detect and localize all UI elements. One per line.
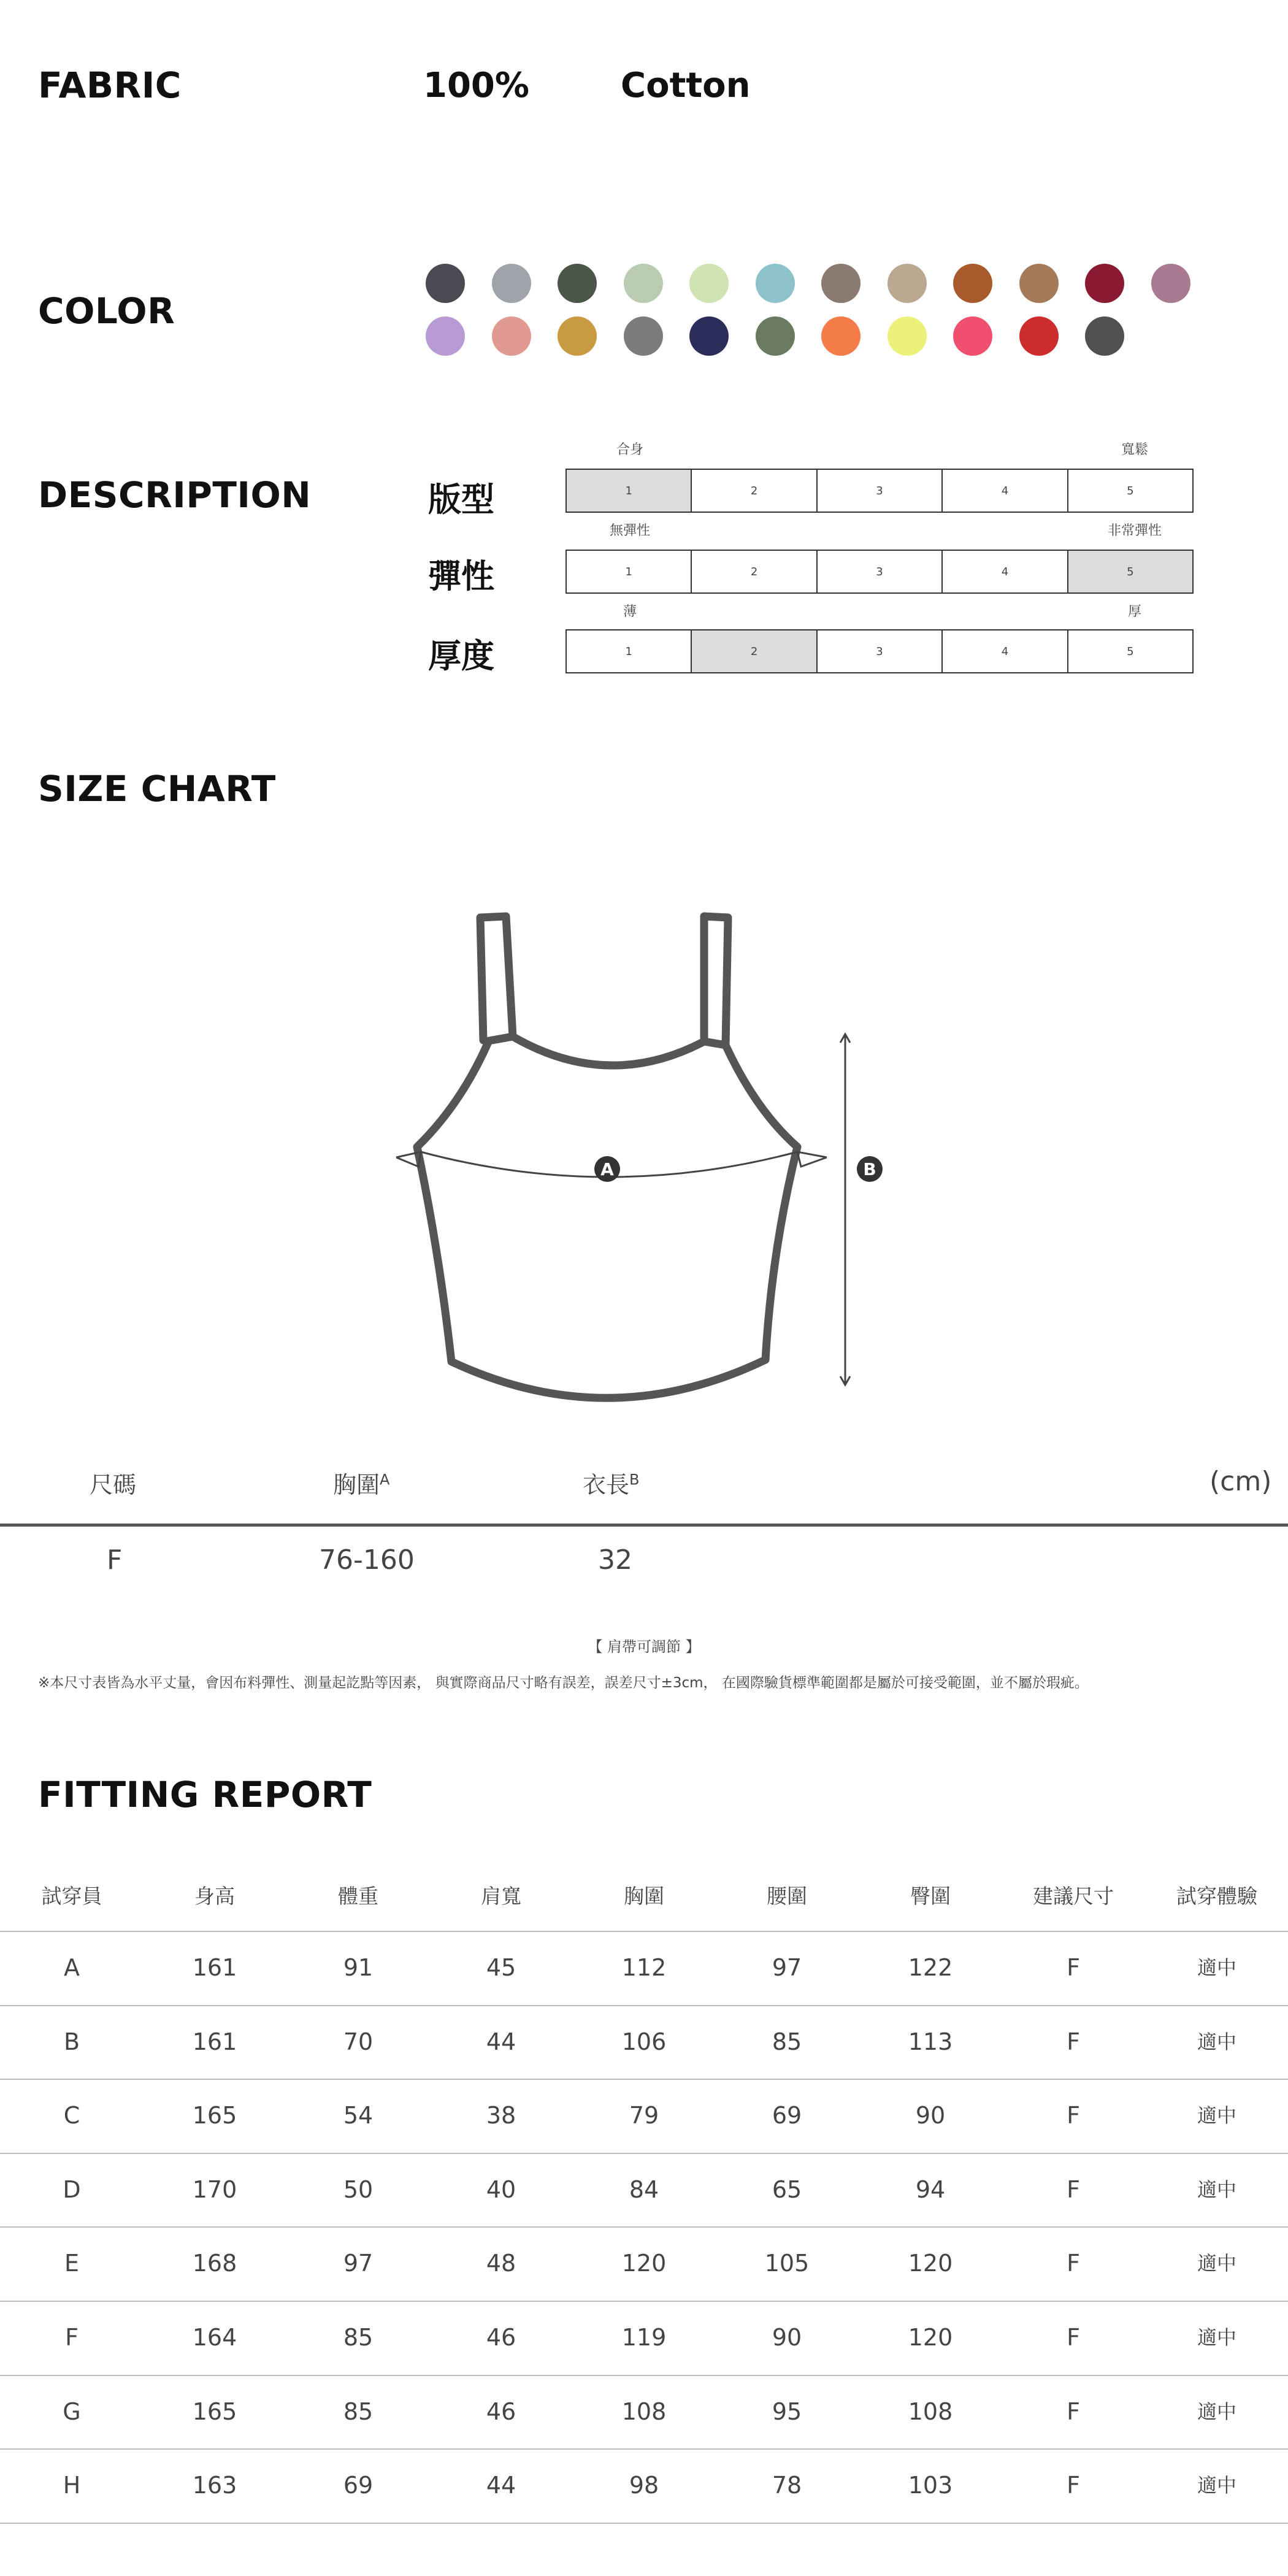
table-cell: F: [65, 2324, 79, 2351]
fitting-column-header: 身高: [194, 1884, 235, 1908]
fitting-column-header: 試穿體驗: [1176, 1884, 1257, 1908]
table-cell: 103: [908, 2472, 953, 2499]
color-swatch[interactable]: [756, 316, 795, 356]
color-swatch[interactable]: [887, 316, 927, 356]
desc-elasticity-left: 無彈性: [609, 523, 651, 539]
table-cell: F: [1067, 2472, 1080, 2499]
scale-cell: 4: [941, 631, 1067, 672]
color-swatch[interactable]: [426, 264, 465, 303]
table-cell: 91: [343, 1954, 374, 1981]
table-cell: 79: [629, 2102, 659, 2129]
table-cell: 97: [343, 2250, 374, 2277]
table-cell: F: [1067, 1954, 1080, 1981]
scale-cell: 5: [1067, 470, 1192, 512]
scale-cell: 5: [1067, 551, 1192, 592]
chest-value: 76-160: [319, 1544, 415, 1576]
color-swatch[interactable]: [689, 264, 729, 303]
table-cell: 164: [192, 2324, 237, 2351]
table-row: [0, 2005, 1288, 2079]
table-cell: 70: [343, 2028, 374, 2055]
garment-body: [417, 1037, 797, 1398]
size-table-divider: [0, 1524, 1288, 1527]
size-disclaimer: ※本尺寸表皆為水平丈量，會因布料彈性、測量起訖點等因素， 與實際商品尺寸略有誤差，誤差尺寸±3cm， 在國際驗貨標準範圍都是屬於可接受範圍，並不屬於瑕疵。: [38, 1675, 1089, 1691]
desc-thickness-name: 厚度: [428, 637, 494, 675]
table-cell: 161: [192, 1954, 237, 1981]
fitting-column-header: 腰圍: [767, 1884, 807, 1908]
table-cell: 112: [621, 1954, 667, 1981]
left-strap: [480, 916, 513, 1040]
color-swatch[interactable]: [756, 264, 795, 303]
table-cell: 適中: [1197, 2177, 1237, 2201]
thickness-scale: [565, 629, 1194, 673]
marker-b-label: B: [863, 1159, 876, 1179]
scale-cell: 2: [691, 631, 816, 672]
scale-cell: 4: [941, 470, 1067, 512]
table-cell: 69: [772, 2102, 802, 2129]
color-swatch[interactable]: [689, 316, 729, 356]
color-swatch[interactable]: [887, 264, 927, 303]
table-cell: 54: [343, 2102, 374, 2129]
desc-fit-name: 版型: [428, 480, 494, 519]
scale-cell: 3: [816, 631, 941, 672]
table-cell: F: [1067, 2398, 1080, 2425]
color-swatch[interactable]: [492, 264, 531, 303]
fabric-material: Cotton: [621, 66, 751, 105]
description-label: DESCRIPTION: [38, 474, 312, 516]
table-cell: H: [63, 2472, 81, 2499]
scale-cell: 2: [691, 470, 816, 512]
table-cell: 90: [772, 2324, 802, 2351]
desc-elasticity-right: 非常彈性: [1107, 523, 1162, 539]
table-cell: 適中: [1197, 2474, 1237, 2497]
table-cell: 163: [192, 2472, 237, 2499]
table-cell: F: [1067, 2175, 1080, 2203]
fitting-column-header: 體重: [338, 1884, 378, 1908]
table-row: [0, 2301, 1288, 2374]
table-cell: F: [1067, 2324, 1080, 2351]
fabric-label: FABRIC: [38, 64, 182, 106]
fit-scale: [565, 469, 1194, 513]
length-value: 32: [598, 1544, 632, 1576]
table-row: [0, 1931, 1288, 2004]
table-row: [0, 2226, 1288, 2300]
fitting-column-header: 試穿員: [41, 1884, 102, 1908]
fitting-column-header: 臀圍: [910, 1884, 951, 1908]
table-cell: 85: [772, 2028, 802, 2055]
color-swatch[interactable]: [1019, 264, 1059, 303]
table-cell: 119: [621, 2324, 667, 2351]
table-cell: 78: [772, 2472, 802, 2499]
length-header: 衣長$^B$: [583, 1471, 640, 1498]
unit-label: (cm): [1209, 1466, 1272, 1497]
table-cell: 65: [772, 2175, 802, 2203]
table-cell: 45: [486, 1954, 516, 1981]
scale-cell: 3: [816, 551, 941, 592]
table-cell: 46: [486, 2324, 516, 2351]
table-cell: F: [1067, 2250, 1080, 2277]
table-row: [0, 2153, 1288, 2226]
scale-cell: 1: [625, 565, 632, 578]
color-label: COLOR: [38, 290, 175, 332]
table-cell: 106: [621, 2028, 667, 2055]
table-cell: 95: [772, 2398, 802, 2425]
table-cell: 98: [629, 2472, 659, 2499]
table-cell: A: [64, 1954, 80, 1981]
color-swatch[interactable]: [1151, 264, 1190, 303]
table-cell: 94: [915, 2175, 946, 2203]
color-swatch[interactable]: [1019, 316, 1059, 356]
color-swatch[interactable]: [558, 316, 597, 356]
table-cell: 適中: [1197, 2399, 1237, 2423]
right-strap: [704, 916, 728, 1045]
table-cell: 108: [621, 2398, 667, 2425]
table-cell: G: [63, 2398, 81, 2425]
table-cell: 170: [192, 2175, 237, 2203]
table-cell: 適中: [1197, 2326, 1237, 2349]
table-cell: 適中: [1197, 2104, 1237, 2128]
fitting-column-header: 胸圍: [624, 1884, 664, 1908]
table-row: [0, 2448, 1288, 2522]
table-cell: 46: [486, 2398, 516, 2425]
table-cell: 97: [772, 1954, 802, 1981]
table-cell: 69: [343, 2472, 374, 2499]
table-cell: E: [64, 2250, 80, 2277]
strap-adjust-note: 【 肩帶可調節 】: [588, 1638, 700, 1655]
table-cell: 適中: [1197, 1956, 1237, 1979]
table-cell: 113: [908, 2028, 953, 2055]
table-cell: 85: [343, 2398, 374, 2425]
scale-cell: 5: [1067, 631, 1192, 672]
table-cell: 84: [629, 2175, 659, 2203]
size-header: 尺碼: [90, 1471, 137, 1498]
color-swatch[interactable]: [821, 264, 861, 303]
table-cell: 165: [192, 2102, 237, 2129]
color-swatch[interactable]: [1085, 316, 1124, 356]
table-cell: 44: [486, 2472, 516, 2499]
table-cell: 90: [915, 2102, 946, 2129]
color-swatch[interactable]: [624, 264, 663, 303]
color-swatch[interactable]: [953, 264, 992, 303]
table-cell: D: [63, 2175, 81, 2203]
desc-thickness-right: 厚: [1127, 604, 1142, 619]
table-cell: 38: [486, 2102, 516, 2129]
table-cell: 108: [908, 2398, 953, 2425]
table-cell: 適中: [1197, 2030, 1237, 2053]
table-cell: 120: [908, 2250, 953, 2277]
table-cell: 105: [764, 2250, 810, 2277]
table-cell: 161: [192, 2028, 237, 2055]
scale-cell: 1: [625, 645, 632, 658]
elasticity-scale: [565, 550, 1194, 594]
table-cell: B: [63, 2028, 80, 2055]
fitting-report-label: FITTING REPORT: [38, 1774, 372, 1815]
color-swatch[interactable]: [492, 316, 531, 356]
desc-elasticity-name: 彈性: [428, 557, 494, 596]
table-cell: 120: [621, 2250, 667, 2277]
color-swatch[interactable]: [624, 316, 663, 356]
table-cell: 適中: [1197, 2252, 1237, 2275]
size-value: F: [107, 1544, 123, 1576]
color-swatch[interactable]: [558, 264, 597, 303]
table-cell: 40: [486, 2175, 516, 2203]
desc-fit-right: 寬鬆: [1121, 442, 1149, 458]
table-divider: [0, 2523, 1288, 2524]
table-cell: F: [1067, 2102, 1080, 2129]
desc-fit-left: 合身: [616, 442, 644, 458]
garment-diagram: [368, 895, 920, 1411]
scale-cell: 2: [691, 551, 816, 592]
fitting-column-header: 建議尺寸: [1033, 1884, 1114, 1908]
table-cell: 168: [192, 2250, 237, 2277]
table-cell: 44: [486, 2028, 516, 2055]
chest-header: 胸圍$^A$: [333, 1471, 390, 1498]
size-chart-label: SIZE CHART: [38, 768, 276, 810]
scale-cell: 1: [567, 470, 691, 512]
color-swatch[interactable]: [426, 316, 465, 356]
table-cell: 50: [343, 2175, 374, 2203]
table-cell: 122: [908, 1954, 953, 1981]
fabric-percent: 100%: [423, 66, 530, 105]
table-row: [0, 2375, 1288, 2448]
color-swatch[interactable]: [1085, 264, 1124, 303]
table-row: [0, 2079, 1288, 2152]
table-cell: 48: [486, 2250, 516, 2277]
marker-a-label: A: [600, 1159, 614, 1179]
table-cell: 120: [908, 2324, 953, 2351]
scale-cell: 4: [941, 551, 1067, 592]
table-cell: 165: [192, 2398, 237, 2425]
color-swatch[interactable]: [821, 316, 861, 356]
table-cell: C: [63, 2102, 80, 2129]
table-cell: F: [1067, 2028, 1080, 2055]
scale-cell: 3: [816, 470, 941, 512]
color-swatch[interactable]: [953, 316, 992, 356]
desc-thickness-left: 薄: [623, 604, 637, 619]
table-cell: 85: [343, 2324, 374, 2351]
fitting-column-header: 肩寬: [481, 1884, 521, 1908]
